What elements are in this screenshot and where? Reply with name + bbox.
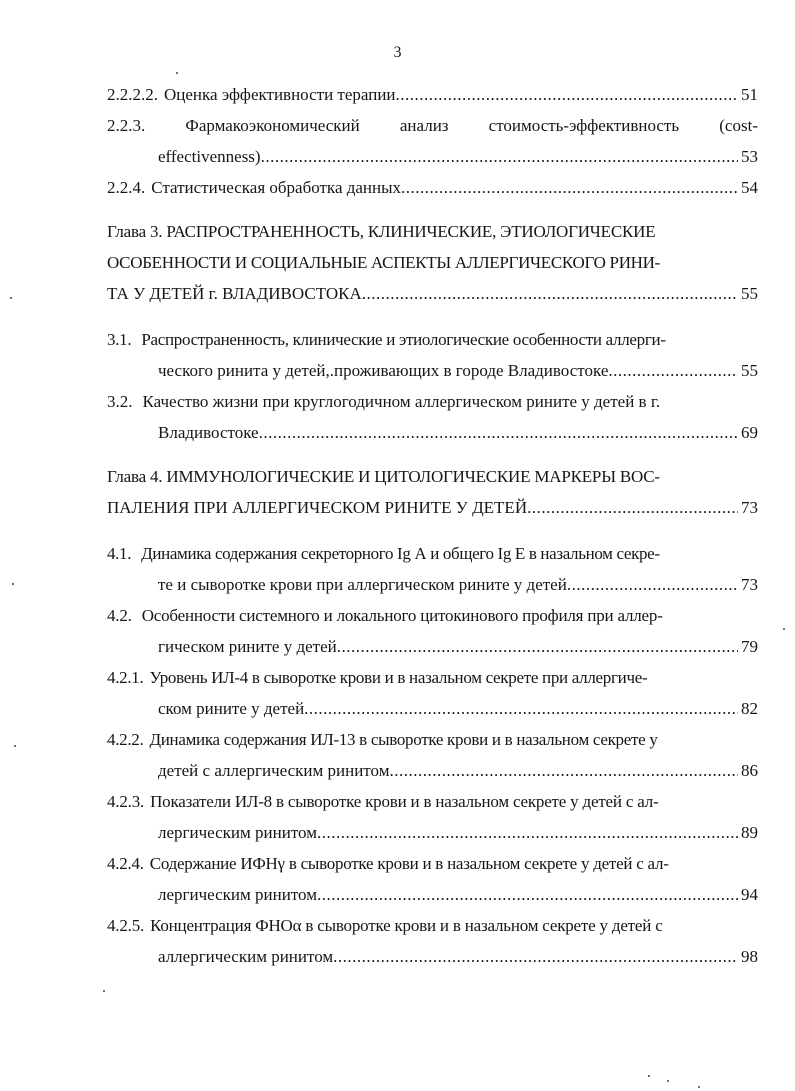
toc-entry-cont — [107, 941, 758, 972]
toc-entry-cont — [107, 141, 758, 172]
toc-num: 2.2.4. — [107, 178, 146, 197]
toc-title: Концентрация ФНОα в сыворотке крови и в назальном секрете у детей с — [150, 916, 663, 935]
toc-word: Фармакоэкономический — [185, 116, 360, 135]
scan-speck — [783, 628, 785, 630]
toc-title: Динамика содержания секреторного Ig А и общего Ig Е в назальном секре- — [141, 544, 660, 563]
toc-num: 4.2.5. — [107, 916, 145, 935]
chapter-heading — [107, 278, 758, 309]
scan-speck — [176, 72, 178, 74]
toc-entry-cont — [107, 693, 758, 724]
toc-title: Содержание ИФНγ в сыворотке крови и в назальном секрете у детей с ал- — [149, 854, 669, 873]
toc-entry-cont — [107, 879, 758, 910]
toc-num: 4.2.4. — [107, 854, 144, 873]
toc-title: Качество жизни при круглогодичном аллергическом рините у детей в г. — [142, 392, 661, 411]
toc-entry-cont — [107, 355, 758, 386]
toc-title: Динамика содержания ИЛ-13 в сыворотке крови и в назальном секрете у — [149, 730, 658, 749]
toc-num: 2.2.3. — [107, 116, 146, 135]
scan-speck — [103, 990, 105, 992]
scan-speck — [667, 1080, 669, 1082]
toc-title: Распространенность, клинические и этиологические особенности аллерги- — [141, 330, 666, 349]
chapter-title: Глава 3. РАСПРОСТРАНЕННОСТЬ, КЛИНИЧЕСКИЕ, ЭТИОЛОГИЧЕСКИЕ — [107, 222, 656, 241]
toc-entry — [107, 386, 758, 417]
toc-page: 98 — [741, 947, 758, 966]
toc-entry — [107, 724, 758, 755]
chapter-title: Глава 4. ИММУНОЛОГИЧЕСКИЕ И ЦИТОЛОГИЧЕСКИЕ МАРКЕРЫ ВОС- — [107, 467, 660, 486]
toc-entry — [107, 910, 758, 941]
leader-dots — [261, 141, 738, 172]
chapter-title: ОСОБЕННОСТИ И СОЦИАЛЬНЫЕ АСПЕКТЫ АЛЛЕРГИЧЕСКОГО РИНИ- — [107, 253, 660, 272]
toc-page: 55 — [741, 284, 758, 303]
toc-entry-cont — [107, 569, 758, 600]
leader-dots — [333, 941, 738, 972]
toc-title: Уровень ИЛ-4 в сыворотке крови и в назальном секрете при аллергиче- — [149, 668, 648, 687]
leader-dots — [362, 278, 738, 309]
scan-speck — [14, 745, 16, 747]
toc-word: (cost- — [719, 116, 758, 135]
toc-title: Особенности системного и локального цитокинового профиля при аллер- — [141, 606, 663, 625]
toc-title: аллергическим ринитом — [158, 947, 334, 966]
chapter-title: ТА У ДЕТЕЙ г. ВЛАДИВОСТОКА — [107, 284, 362, 303]
toc-title: Показатели ИЛ-8 в сыворотке крови и в назальном секрете у детей с ал- — [150, 792, 659, 811]
chapter-title: ПАЛЕНИЯ ПРИ АЛЛЕРГИЧЕСКОМ РИНИТЕ У ДЕТЕЙ — [107, 498, 528, 517]
toc-num: 4.2.3. — [107, 792, 145, 811]
toc-title: гическом рините у детей — [158, 637, 337, 656]
toc-num: 4.1. — [107, 544, 132, 563]
chapter-heading — [107, 461, 758, 492]
leader-dots — [567, 569, 738, 600]
toc-title: лергическим ринитом — [158, 885, 317, 904]
toc-entry — [107, 848, 758, 879]
toc-page: 54 — [741, 178, 758, 197]
toc-num: 3.1. — [107, 330, 132, 349]
toc-page: 94 — [741, 885, 758, 904]
leader-dots — [396, 79, 738, 110]
toc-num: 4.2.1. — [107, 668, 144, 687]
toc-title: лергическим ринитом — [158, 823, 317, 842]
chapter-heading — [107, 492, 758, 523]
toc-word: стоимость-эффективность — [488, 116, 680, 135]
toc-entry — [107, 324, 758, 355]
toc-page: 51 — [741, 85, 758, 104]
toc-num: 3.2. — [107, 392, 133, 411]
toc-entry — [107, 110, 758, 141]
toc-page: 86 — [741, 761, 758, 780]
toc-title: те и сыворотке крови при аллергическом рините у детей — [158, 575, 567, 594]
toc-page: 69 — [741, 423, 758, 442]
leader-dots — [259, 417, 738, 448]
toc-entry — [107, 600, 758, 631]
leader-dots — [304, 693, 738, 724]
leader-dots — [401, 172, 738, 203]
toc-page: 79 — [741, 637, 758, 656]
table-of-contents — [107, 79, 758, 972]
scan-speck — [12, 583, 14, 585]
scan-speck — [698, 1086, 700, 1088]
toc-entry — [107, 786, 758, 817]
toc-title: ском рините у детей — [158, 699, 305, 718]
toc-num: 4.2. — [107, 606, 132, 625]
leader-dots — [337, 631, 738, 662]
toc-title: Статистическая обработка данных — [151, 178, 402, 197]
toc-entry — [107, 662, 758, 693]
chapter-heading — [107, 247, 758, 278]
toc-entry-cont — [107, 755, 758, 786]
leader-dots — [527, 492, 738, 523]
chapter-heading — [107, 216, 758, 247]
toc-title: effectivenness) — [158, 147, 261, 166]
toc-entry — [107, 172, 758, 203]
toc-title: Оценка эффективности терапии — [164, 85, 396, 104]
leader-dots — [317, 879, 738, 910]
page-number: 3 — [393, 44, 402, 61]
toc-page: 55 — [741, 361, 758, 380]
toc-entry — [107, 538, 758, 569]
toc-page: 53 — [741, 147, 758, 166]
toc-page: 82 — [741, 699, 758, 718]
toc-entry-cont — [107, 417, 758, 448]
toc-title: Владивостоке — [158, 423, 259, 442]
toc-num: 4.2.2. — [107, 730, 144, 749]
toc-entry — [107, 79, 758, 110]
leader-dots — [389, 755, 738, 786]
toc-page: 73 — [741, 575, 758, 594]
toc-entry-cont — [107, 631, 758, 662]
toc-word: анализ — [399, 116, 449, 135]
toc-page: 89 — [741, 823, 758, 842]
scan-speck — [10, 297, 12, 299]
toc-entry-cont — [107, 817, 758, 848]
toc-title: ческого ринита у детей,.проживающих в городе Владивостоке — [158, 361, 609, 380]
leader-dots — [608, 355, 738, 386]
leader-dots — [317, 817, 738, 848]
scan-speck — [648, 1075, 650, 1077]
toc-title: детей с аллергическим ринитом — [158, 761, 390, 780]
toc-page: 73 — [741, 498, 758, 517]
toc-num: 2.2.2.2. — [107, 85, 158, 104]
